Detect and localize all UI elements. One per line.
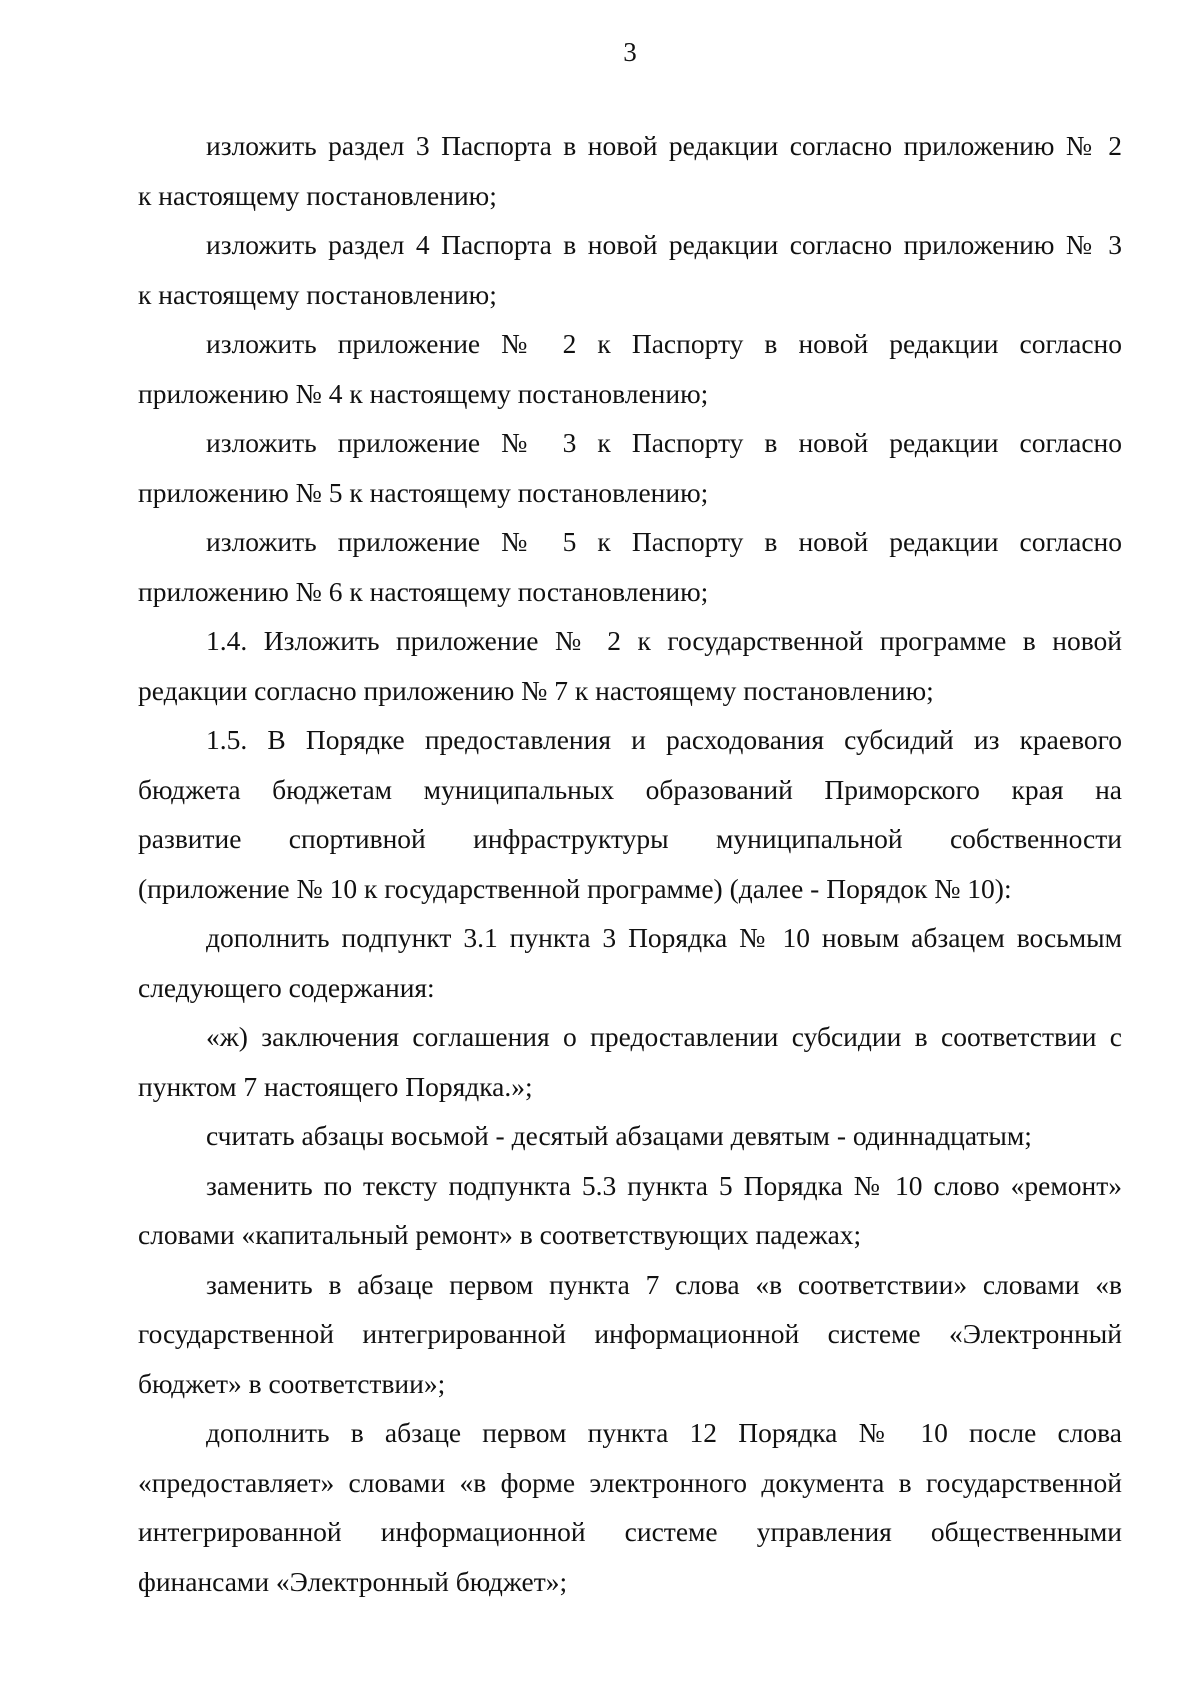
paragraph-line: изложить раздел 3 Паспорта в новой редакции согласно приложению № 2: [206, 130, 1122, 161]
paragraph-line: считать абзацы восьмой - десятый абзацами девятым - одиннадцатым;: [206, 1120, 1032, 1151]
paragraph: [138, 715, 1122, 913]
paragraph-line: приложению № 4 к настоящему постановлению;: [138, 377, 709, 409]
paragraph-line: заменить по тексту подпункта 5.3 пункта 5 Порядка № 10 слово «ремонт»: [206, 1169, 1122, 1201]
paragraph-line: к настоящему постановлению;: [138, 278, 497, 310]
paragraph-line: приложению № 6 к настоящему постановлению;: [138, 575, 709, 607]
paragraph-line: финансами «Электронный бюджет»;: [138, 1565, 568, 1597]
paragraph: [138, 913, 1122, 1012]
document-body: [138, 121, 1122, 1606]
paragraph: [138, 1161, 1122, 1260]
paragraph: [138, 121, 1122, 220]
paragraph: [138, 319, 1122, 418]
paragraph-line: заменить в абзаце первом пункта 7 слова «в соответствии» словами «в: [206, 1268, 1122, 1300]
paragraph-line: «предоставляет» словами «в форме электронного документа в государственной: [138, 1466, 1122, 1498]
paragraph-line: бюджета бюджетам муниципальных образований Приморского края на: [138, 773, 1122, 805]
paragraph: [138, 418, 1122, 517]
paragraph-line: бюджет» в соответствии»;: [138, 1367, 446, 1399]
paragraph-line: «ж) заключения соглашения о предоставлении субсидии в соответствии с: [206, 1021, 1122, 1052]
paragraph: [138, 1012, 1122, 1111]
paragraph-line: 1.4. Изложить приложение № 2 к государственной программе в новой: [206, 625, 1122, 656]
paragraph-line: изложить приложение № 2 к Паспорту в новой редакции согласно: [206, 328, 1122, 359]
paragraph-line: словами «капитальный ремонт» в соответствующих падежах;: [138, 1219, 862, 1250]
paragraph: [138, 1408, 1122, 1606]
page-number: 3: [623, 37, 637, 67]
paragraph-line: развитие спортивной инфраструктуры муниципальной собственности: [138, 823, 1122, 854]
paragraph-line: изложить приложение № 5 к Паспорту в новой редакции согласно: [206, 526, 1122, 557]
paragraph-line: интегрированной информационной системе управления общественными: [138, 1516, 1122, 1547]
paragraph-line: к настоящему постановлению;: [138, 179, 497, 211]
paragraph: [138, 220, 1122, 319]
paragraph: [138, 1260, 1122, 1409]
paragraph-line: пунктом 7 настоящего Порядка.»;: [138, 1070, 533, 1102]
paragraph-line: приложению № 5 к настоящему постановлению;: [138, 476, 709, 508]
paragraph-line: изложить приложение № 3 к Паспорту в новой редакции согласно: [206, 427, 1122, 458]
paragraph-line: изложить раздел 4 Паспорта в новой редакции согласно приложению № 3: [206, 229, 1122, 260]
paragraph-line: дополнить в абзаце первом пункта 12 Порядка № 10 после слова: [206, 1417, 1122, 1448]
paragraph: [138, 1111, 1122, 1161]
paragraph-line: (приложение № 10 к государственной программе) (далее - Порядок № 10):: [138, 872, 1012, 904]
paragraph-line: редакции согласно приложению № 7 к настоящему постановлению;: [138, 674, 934, 706]
paragraph-line: дополнить подпункт 3.1 пункта 3 Порядка № 10 новым абзацем восьмым: [206, 922, 1122, 953]
paragraph-line: 1.5. В Порядке предоставления и расходования субсидий из краевого: [206, 724, 1122, 755]
paragraph-line: следующего содержания:: [138, 971, 435, 1003]
paragraph-line: государственной интегрированной информационной системе «Электронный: [138, 1318, 1122, 1349]
paragraph: [138, 616, 1122, 715]
paragraph: [138, 517, 1122, 616]
